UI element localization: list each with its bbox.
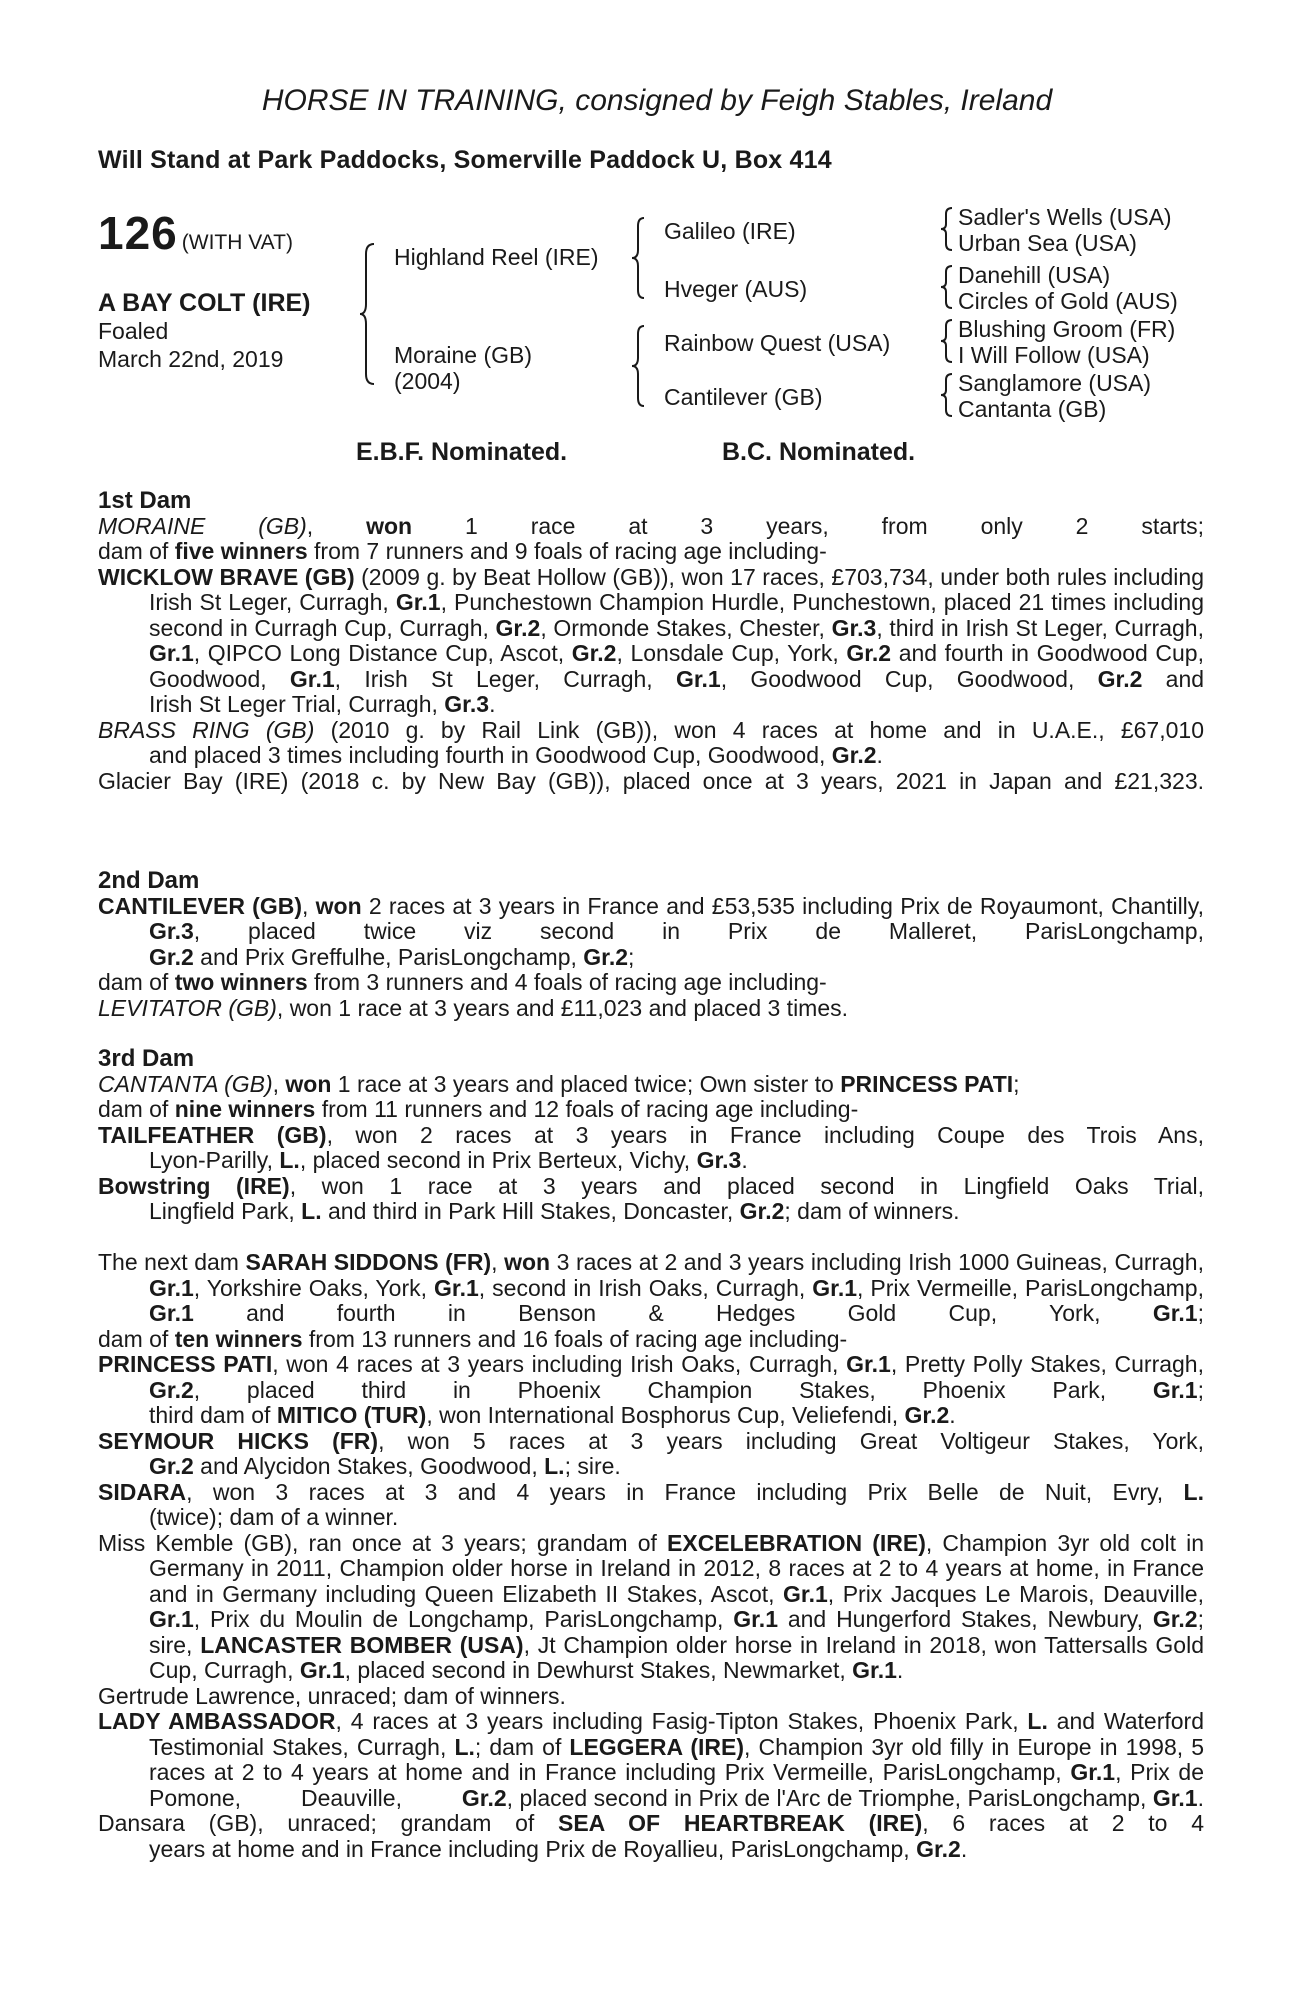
first-dam-summary: MORAINE (GB), won 1 race at 3 years, from only 2 starts;: [98, 512, 1204, 539]
foaled-label: Foaled: [98, 318, 169, 344]
sire-dam: Hveger (AUS): [664, 276, 808, 302]
grandsire-2: Danehill (USA): [958, 262, 1111, 288]
lot-number-block: [98, 206, 293, 260]
vat-note: (WITH VAT): [181, 231, 293, 254]
grandsire-3: Blushing Groom (FR): [958, 316, 1176, 342]
second-dam-produce: dam of two winners from 3 runners and 4 foals of racing age including-: [98, 969, 827, 995]
lot-number: 126: [98, 207, 178, 259]
page-title: HORSE IN TRAINING, consigned by Feigh Stables, Ireland: [261, 84, 1053, 117]
pedigree-bracket-main: [360, 240, 390, 390]
foaled-info: [98, 317, 283, 373]
produce-entry: Gertrude Lawrence, unraced; dam of winners.: [98, 1682, 566, 1709]
first-dam-produce: dam of five winners from 7 runners and 9 foals of racing age including-: [98, 538, 827, 564]
produce-entry: LADY AMBASSADOR, 4 races at 3 years including Fasig-Tipton Stakes, Phoenix Park, L. and Waterford Testimonial Stakes, Curragh, L.; dam of LEGGERA (IRE), Champion 3yr old filly in Europe in 1998, 5 races at 2 to 4 years at home and in France including Prix Vermeille, ParisLongchamp, Gr.1, Prix de Pomone, Deauville, Gr.2, placed second in Prix de l'Arc de Triomphe, ParisLongchamp, Gr.1.: [98, 1708, 1205, 1811]
third-dam-summary: CANTANTA (GB), won 1 race at 3 years and placed twice; Own sister to PRINCESS PATI;: [98, 1070, 1020, 1097]
produce-entry: SIDARA, won 3 races at 3 and 4 years in France including Prix Belle de Nuit, Evry, L. (twice); dam of a winner.: [98, 1478, 1204, 1530]
sire-name: Highland Reel (IRE): [394, 244, 599, 270]
granddam-1: Urban Sea (USA): [958, 230, 1137, 256]
granddam-2: Circles of Gold (AUS): [958, 288, 1178, 314]
pedigree-bracket-g1: [940, 204, 960, 256]
first-dam-heading: 1st Dam: [98, 487, 192, 514]
foaled-date: March 22nd, 2019: [98, 346, 284, 372]
dam-year: (2004): [394, 368, 461, 394]
third-dam-produce: dam of nine winners from 11 runners and 12 foals of racing age including-: [98, 1096, 859, 1122]
ebf-nominated: E.B.F. Nominated.: [356, 438, 568, 466]
dam-name: Moraine (GB): [394, 342, 533, 368]
produce-entry: BRASS RING (GB) (2010 g. by Rail Link (GB)), won 4 races at home and in U.A.E., £67,010 and placed 3 times including fourth in Goodwood Cup, Goodwood, Gr.2.: [98, 716, 1204, 768]
pedigree-bracket-g3: [940, 316, 960, 368]
grandsire-4: Sanglamore (USA): [958, 370, 1152, 396]
produce-entry: WICKLOW BRAVE (GB) (2009 g. by Beat Hollow (GB)), won 17 races, £703,734, under both rules including Irish St Leger, Curragh, Gr.1, Punchestown Champion Hurdle, Punchestown, placed 21 times including second in Curragh Cup, Curragh, Gr.2, Ormonde Stakes, Chester, Gr.3, third in Irish St Leger, Curragh, Gr.1, QIPCO Long Distance Cup, Ascot, Gr.2, Lonsdale Cup, York, Gr.2 and fourth in Goodwood Cup, Goodwood, Gr.1, Irish St Leger, Curragh, Gr.1, Goodwood Cup, Goodwood, Gr.2 and Irish St Leger Trial, Curragh, Gr.3.: [98, 563, 1205, 717]
second-dam-section: [98, 868, 1204, 1021]
next-dam-summary: The next dam SARAH SIDDONS (FR), won 3 races at 2 and 3 years including Irish 1000 Guineas, Curragh, Gr.1, Yorkshire Oaks, York, Gr.1, second in Irish Oaks, Curragh, Gr.1, Prix Vermeille, ParisLongchamp, Gr.1 and fourth in Benson & Hedges Gold Cup, York, Gr.1;: [98, 1249, 1204, 1326]
first-dam-section: [98, 488, 1204, 794]
granddam-4: Cantanta (GB): [958, 396, 1107, 422]
produce-entry: Bowstring (IRE), won 1 race at 3 years and placed second in Lingfield Oaks Trial, Lingfield Park, L. and third in Park Hill Stakes, Doncaster, Gr.2; dam of winners.: [98, 1172, 1204, 1224]
next-dam-produce: dam of ten winners from 13 runners and 16 foals of racing age including-: [98, 1325, 848, 1352]
produce-entry: PRINCESS PATI, won 4 races at 3 years including Irish Oaks, Curragh, Gr.1, Pretty Polly Stakes, Curragh, Gr.2, placed third in Phoenix Champion Stakes, Phoenix Park, Gr.1; third dam of MITICO (TUR), won International Bosphorus Cup, Veliefendi, Gr.2.: [98, 1351, 1204, 1428]
bc-nominated: B.C. Nominated.: [722, 438, 916, 466]
pedigree-bracket-dam: [632, 322, 656, 412]
third-dam-heading: 3rd Dam: [98, 1045, 195, 1072]
dam-dam: Cantilever (GB): [664, 384, 823, 410]
produce-entry: Glacier Bay (IRE) (2018 c. by New Bay (GB)), placed once at 3 years, 2021 in Japan and £21,323.: [98, 767, 1204, 794]
grandsire-1: Sadler's Wells (USA): [958, 204, 1172, 230]
pedigree-bracket-sire: [632, 214, 656, 304]
produce-entry: Dansara (GB), unraced; grandam of SEA OF HEARTBREAK (IRE), 6 races at 2 to 4 years at home and in France including Prix de Royallieu, ParisLongchamp, Gr.2.: [98, 1810, 1204, 1862]
pedigree-bracket-g2: [940, 262, 960, 314]
produce-entry: Miss Kemble (GB), ran once at 3 years; grandam of EXCELEBRATION (IRE), Champion 3yr old colt in Germany in 2011, Champion older horse in Ireland in 2012, 8 races at 2 to 4 years at home, in France and in Germany including Queen Elizabeth II Stakes, Ascot, Gr.1, Prix Jacques Le Marois, Deauville, Gr.1, Prix du Moulin de Longchamp, ParisLongchamp, Gr.1 and Hungerford Stakes, Newbury, Gr.2; sire, LANCASTER BOMBER (USA), Jt Champion older horse in Ireland in 2018, won Tattersalls Gold Cup, Curragh, Gr.1, placed second in Dewhurst Stakes, Newmarket, Gr.1.: [98, 1529, 1205, 1683]
pedigree-bracket-g4: [940, 370, 960, 422]
granddam-3: I Will Follow (USA): [958, 342, 1150, 368]
third-dam-section: [98, 1046, 1204, 1225]
dam-sire: Rainbow Quest (USA): [664, 330, 891, 356]
sire-sire: Galileo (IRE): [664, 218, 796, 244]
second-dam-summary: CANTILEVER (GB), won 2 races at 3 years in France and £53,535 including Prix de Royaumont, Chantilly, Gr.3, placed twice viz second in Prix de Malleret, ParisLongchamp, Gr.2 and Prix Greffulhe, ParisLongchamp, Gr.2;: [98, 892, 1204, 970]
stand-location: Will Stand at Park Paddocks, Somerville Paddock U, Box 414: [98, 146, 832, 174]
next-dam-section: [98, 1250, 1204, 1862]
lot-description: A BAY COLT (IRE): [98, 289, 311, 317]
second-dam-heading: 2nd Dam: [98, 867, 200, 894]
produce-entry: LEVITATOR (GB), won 1 race at 3 years and £11,023 and placed 3 times.: [98, 994, 849, 1021]
produce-entry: TAILFEATHER (GB), won 2 races at 3 years in France including Coupe des Trois Ans, Lyon-Parilly, L., placed second in Prix Berteux, Vichy, Gr.3.: [98, 1121, 1204, 1173]
produce-entry: SEYMOUR HICKS (FR), won 5 races at 3 years including Great Voltigeur Stakes, York, Gr.2 and Alycidon Stakes, Goodwood, L.; sire.: [98, 1427, 1204, 1479]
